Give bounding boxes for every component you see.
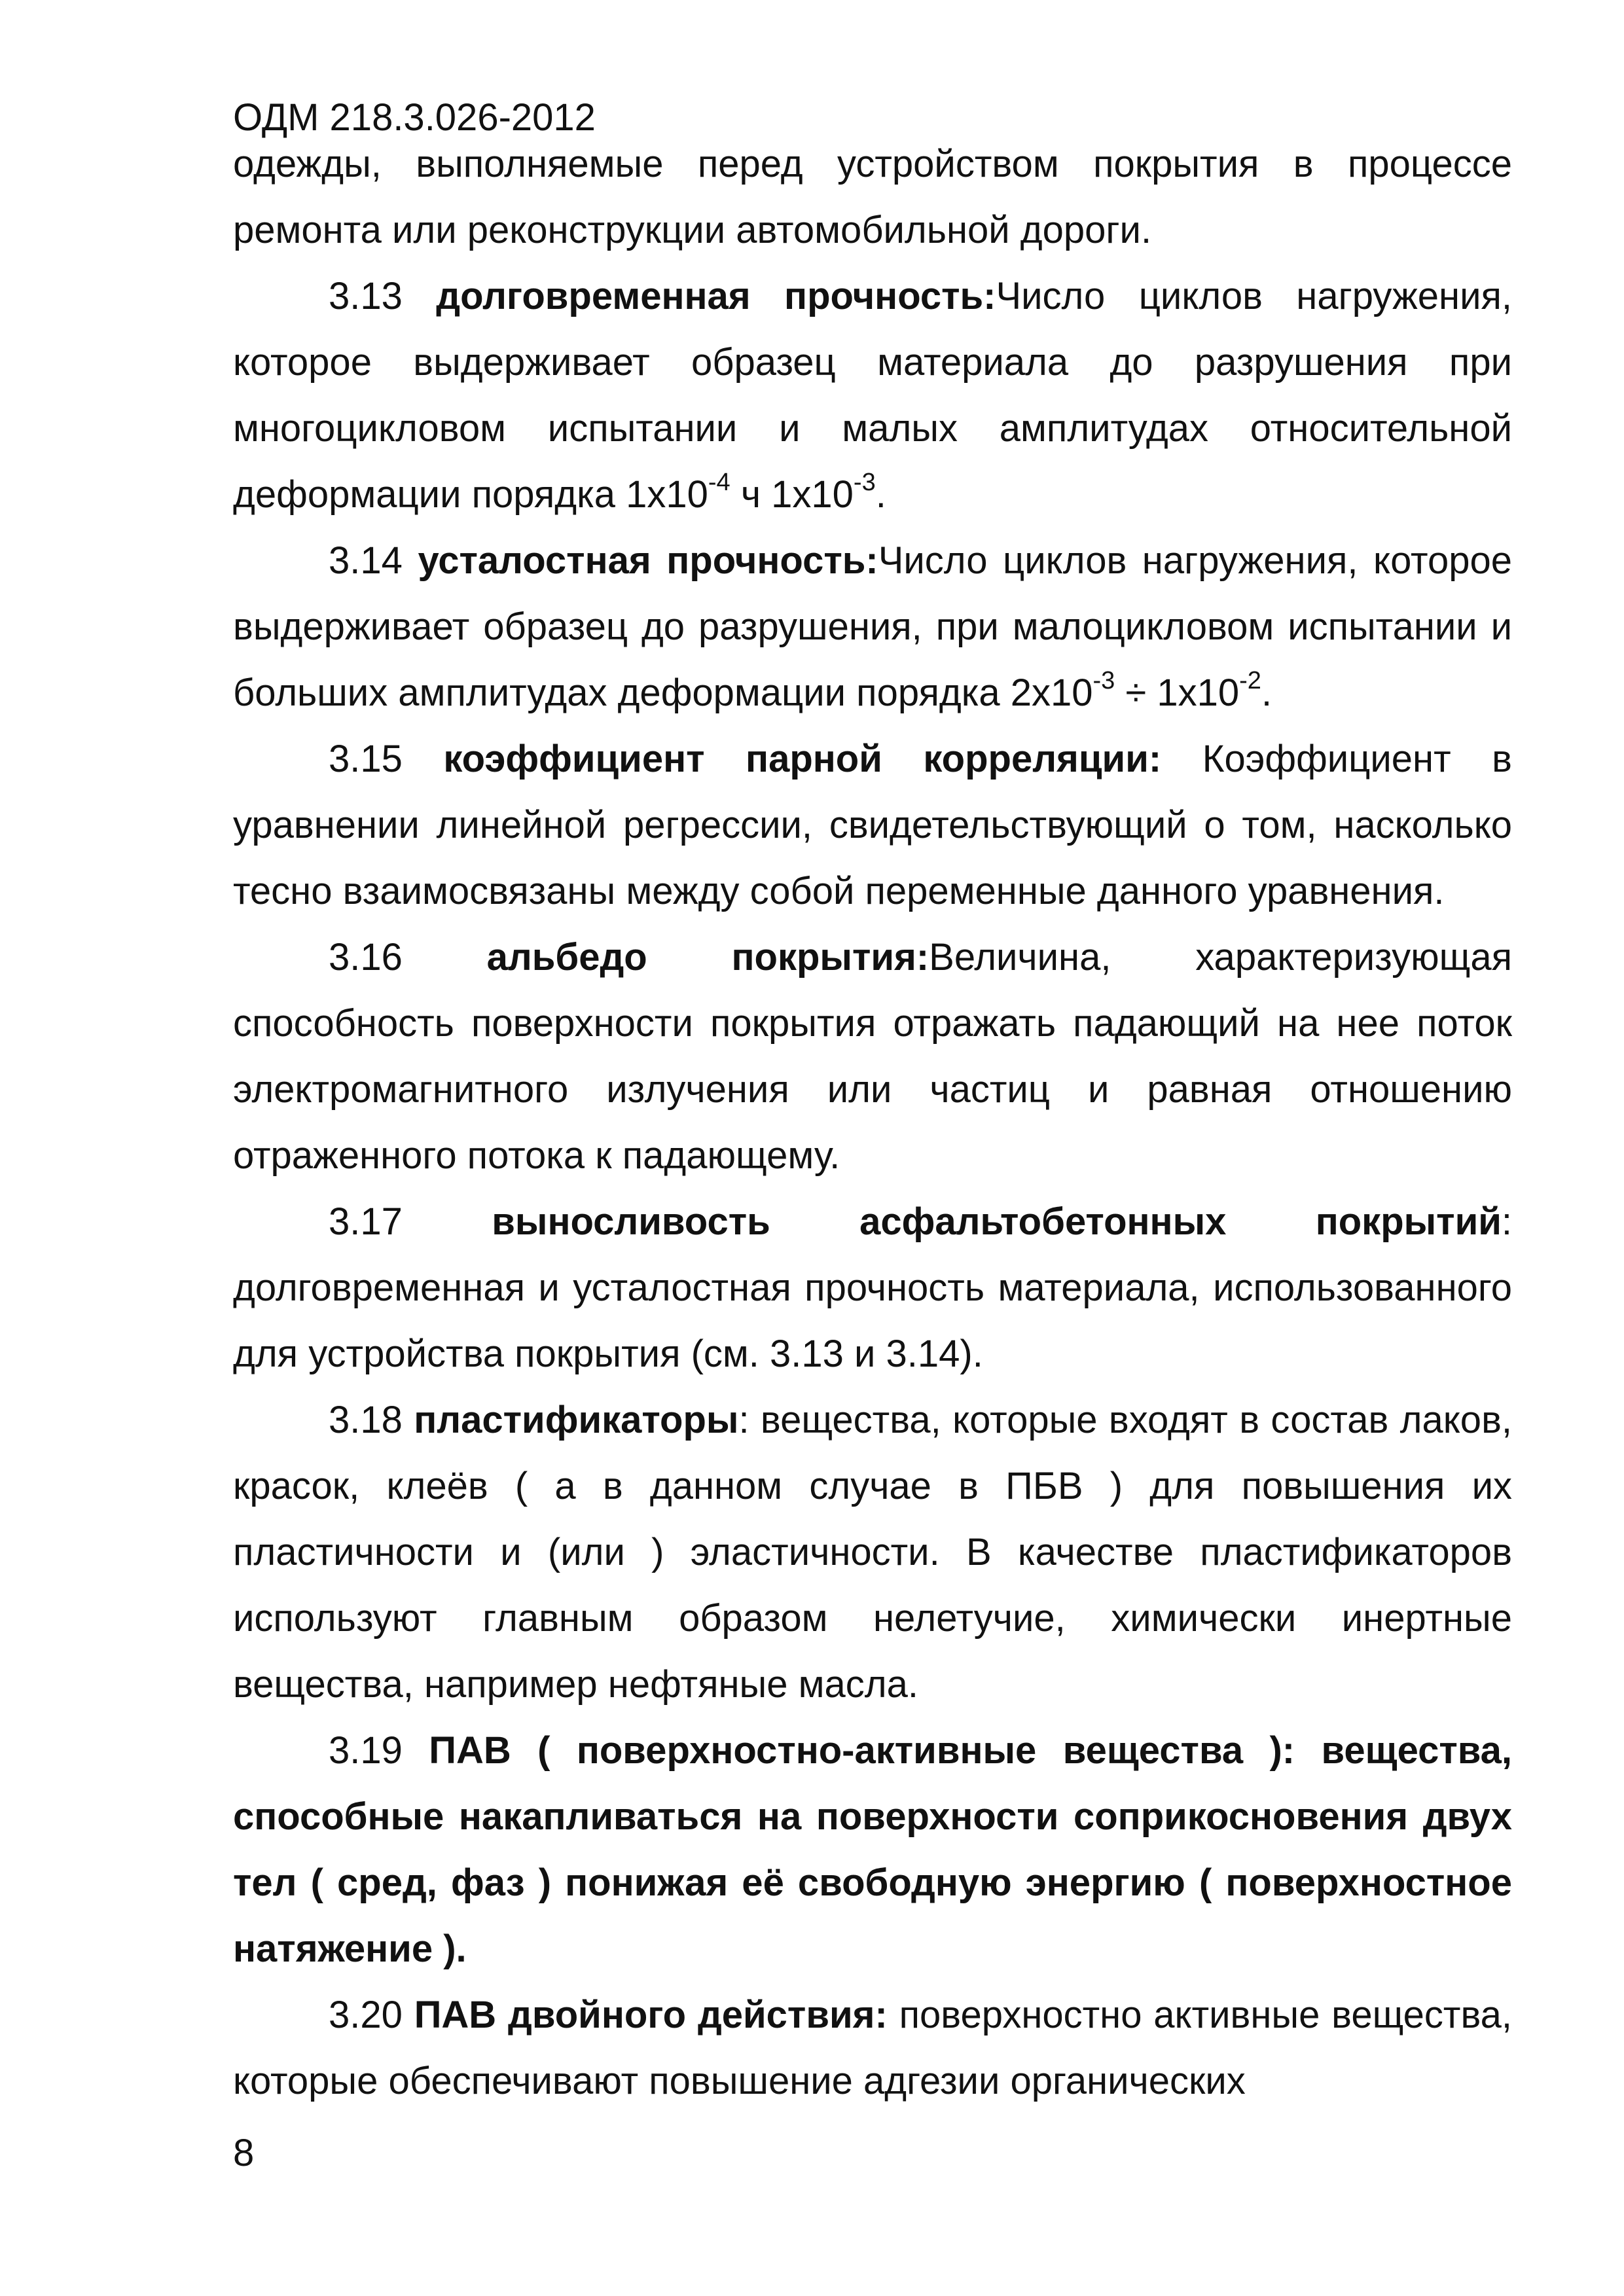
definition-text: Коэффициент в уравнении линейной регрессии, свидетельствующий о том, насколько тесно взаимосвязаны между собой переменные данного уравнения. [233, 738, 1512, 912]
clause-number: 3.15 [329, 738, 444, 780]
document-code-header: ОДМ 218.3.026-2012 [233, 96, 596, 139]
definition-text: Число циклов нагружения, которое выдерживает образец материала до разрушения при многоцикловом испытании и малых амплитудах относительной деформации порядка 1х10 [233, 275, 1513, 516]
clause-number: 3.13 [329, 275, 437, 317]
clause-number: 3.20 [329, 1994, 414, 2036]
paragraph-continuation: одежды, выполняемые перед устройством покрытия в процессе ремонта или реконструкции автомобильной дороги. [233, 143, 1512, 251]
term: ПАВ двойного действия: [414, 1994, 888, 2036]
definition-3-13 [233, 263, 1512, 528]
clause-number: 3.16 [329, 936, 487, 978]
definition-text: Число циклов нагружения, которое выдерживает образец до разрушения, при малоцикловом испытании и больших амплитудах деформации порядка 2х10 [233, 539, 1512, 714]
definition-text-end: . [875, 473, 886, 516]
definition-text-mid: ÷ 1х10 [1115, 672, 1240, 714]
term: ПАВ ( поверхностно-активные вещества ): вещества, способные накапливаться на поверхности соприкосновения двух тел ( сред, фаз ) понижая её свободную энергию ( поверхностное натяжение ). [233, 1729, 1512, 1970]
clause-number: 3.14 [329, 539, 418, 582]
definition-text: Величина, характеризующая способность поверхности покрытия отражать падающий на нее поток электромагнитного излучения или частиц и равная отношению отраженного потока к падающему. [233, 936, 1513, 1177]
definition-3-15 [233, 726, 1512, 924]
term: коэффициент парной корреляции: [443, 738, 1162, 780]
definition-text: : долговременная и усталостная прочность материала, использованного для устройства покрытия (см. 3.13 и 3.14). [233, 1200, 1513, 1375]
definition-3-16 [233, 924, 1512, 1189]
definition-3-14 [233, 528, 1512, 726]
term: альбедо покрытия: [486, 936, 929, 978]
term: долговременная прочность: [436, 275, 996, 317]
exponent: -3 [1092, 667, 1115, 694]
definition-text: поверхностно активные вещества, которые обеспечивают повышение адгезии органических [233, 1994, 1513, 2102]
exponent: -3 [853, 469, 876, 496]
clause-number: 3.19 [329, 1729, 429, 1772]
term: усталостная прочность: [418, 539, 878, 582]
exponent: -2 [1239, 667, 1261, 694]
clause-number: 3.18 [329, 1399, 414, 1441]
exponent: -4 [708, 469, 731, 496]
definition-text-end: . [1261, 672, 1272, 714]
clause-number: 3.17 [329, 1200, 492, 1243]
definition-3-19 [233, 1717, 1512, 1982]
document-body [233, 131, 1512, 2114]
term: выносливость асфальтобетонных покрытий [492, 1200, 1502, 1243]
page-number: 8 [233, 2132, 255, 2174]
term: пластификаторы [414, 1399, 739, 1441]
definition-3-20 [233, 1982, 1512, 2114]
definition-3-17 [233, 1189, 1512, 1387]
definition-3-18 [233, 1387, 1512, 1717]
definition-text: : вещества, которые входят в состав лаков, красок, клеёв ( а в данном случае в ПБВ ) для повышения их пластичности и (или ) эластичности. В качестве пластификаторов используют главным образом нелетучие, химически инертные вещества, например нефтяные масла. [233, 1399, 1512, 1706]
definition-text-mid: ч 1х10 [730, 473, 854, 516]
